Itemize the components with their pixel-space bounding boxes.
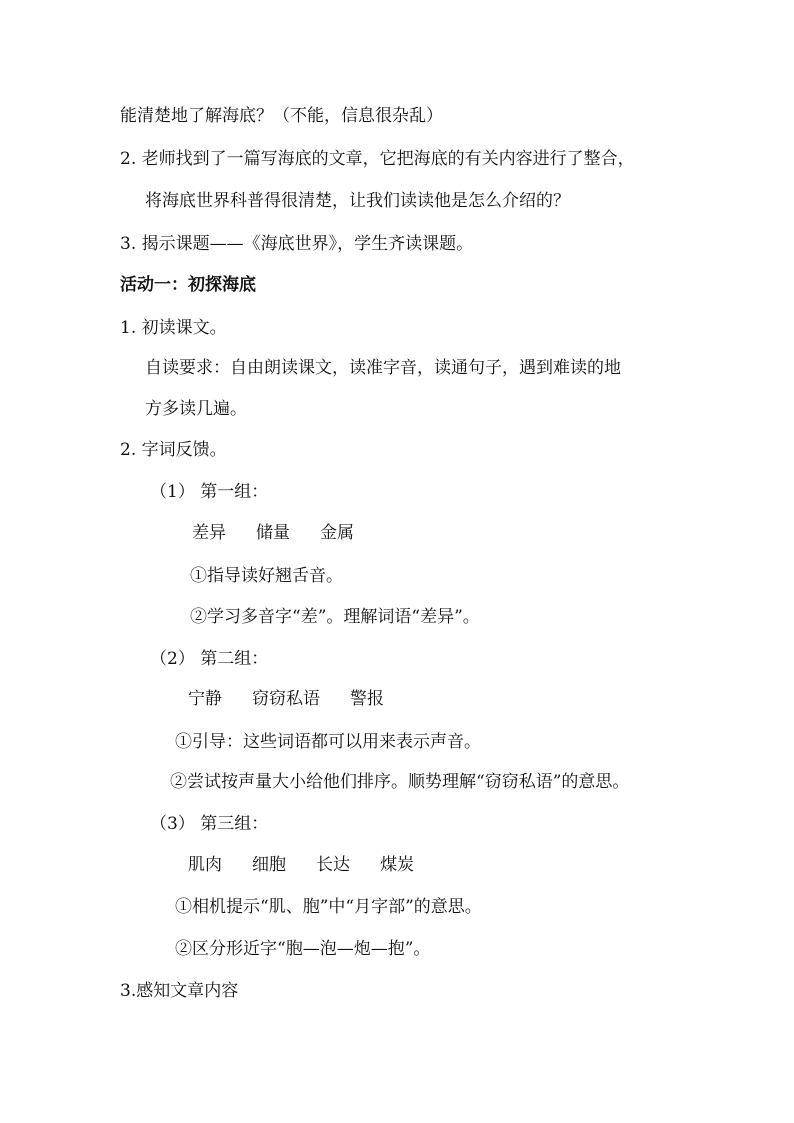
intro-line: 能清楚地了解海底？（不能，信息很杂乱）: [120, 106, 443, 126]
vocab-word: 窃窃私语: [252, 689, 320, 709]
vocab-word: 警报: [350, 689, 384, 709]
group-3-note-2: ②区分形近字“胞—泡—炮—抱”。: [175, 939, 431, 959]
group-3-words: [188, 854, 444, 876]
reading-requirement-continued: 方多读几遍。: [145, 399, 247, 419]
group-2-words: [188, 688, 414, 710]
step-2: 2. 字词反馈。: [120, 440, 227, 460]
list-item-2-continued: 将海底世界科普得很清楚，让我们读读他是怎么介绍的？: [145, 191, 570, 211]
group-2-note-1: ①引导：这些词语都可以用来表示声音。: [175, 732, 481, 752]
step-1: 1. 初读课文。: [120, 318, 227, 338]
vocab-word: 煤炭: [380, 855, 414, 875]
group-1-note-1: ①指导读好翘舌音。: [190, 566, 343, 586]
vocab-word: 宁静: [188, 689, 222, 709]
list-item-3: 3. 揭示课题——《海底世界》，学生齐读课题。: [120, 234, 474, 254]
group-2-title: （2） 第二组：: [150, 649, 269, 669]
group-2-note-2: ②尝试按声量大小给他们排序。顺势理解“窃窃私语”的意思。: [170, 772, 630, 792]
vocab-word: 储量: [256, 523, 290, 543]
group-3-note-1: ①相机提示“肌、胞”中“月字部”的意思。: [175, 897, 482, 917]
vocab-word: 差异: [192, 523, 226, 543]
vocab-word: 肌肉: [188, 855, 222, 875]
group-1-words: [192, 522, 384, 544]
vocab-word: 金属: [320, 523, 354, 543]
step-3: 3.感知文章内容: [120, 981, 239, 1001]
group-1-note-2: ②学习多音字“差”。理解词语“差异”。: [190, 607, 480, 627]
list-item-2: 2. 老师找到了一篇写海底的文章，它把海底的有关内容进行了整合，: [120, 149, 635, 169]
group-1-title: （1） 第一组：: [150, 482, 269, 502]
vocab-word: 长达: [316, 855, 350, 875]
reading-requirement: 自读要求：自由朗读课文，读准字音，读通句子，遇到难读的地: [145, 358, 621, 378]
group-3-title: （3） 第三组：: [150, 814, 269, 834]
vocab-word: 细胞: [252, 855, 286, 875]
activity-heading: 活动一：初探海底: [120, 275, 256, 295]
